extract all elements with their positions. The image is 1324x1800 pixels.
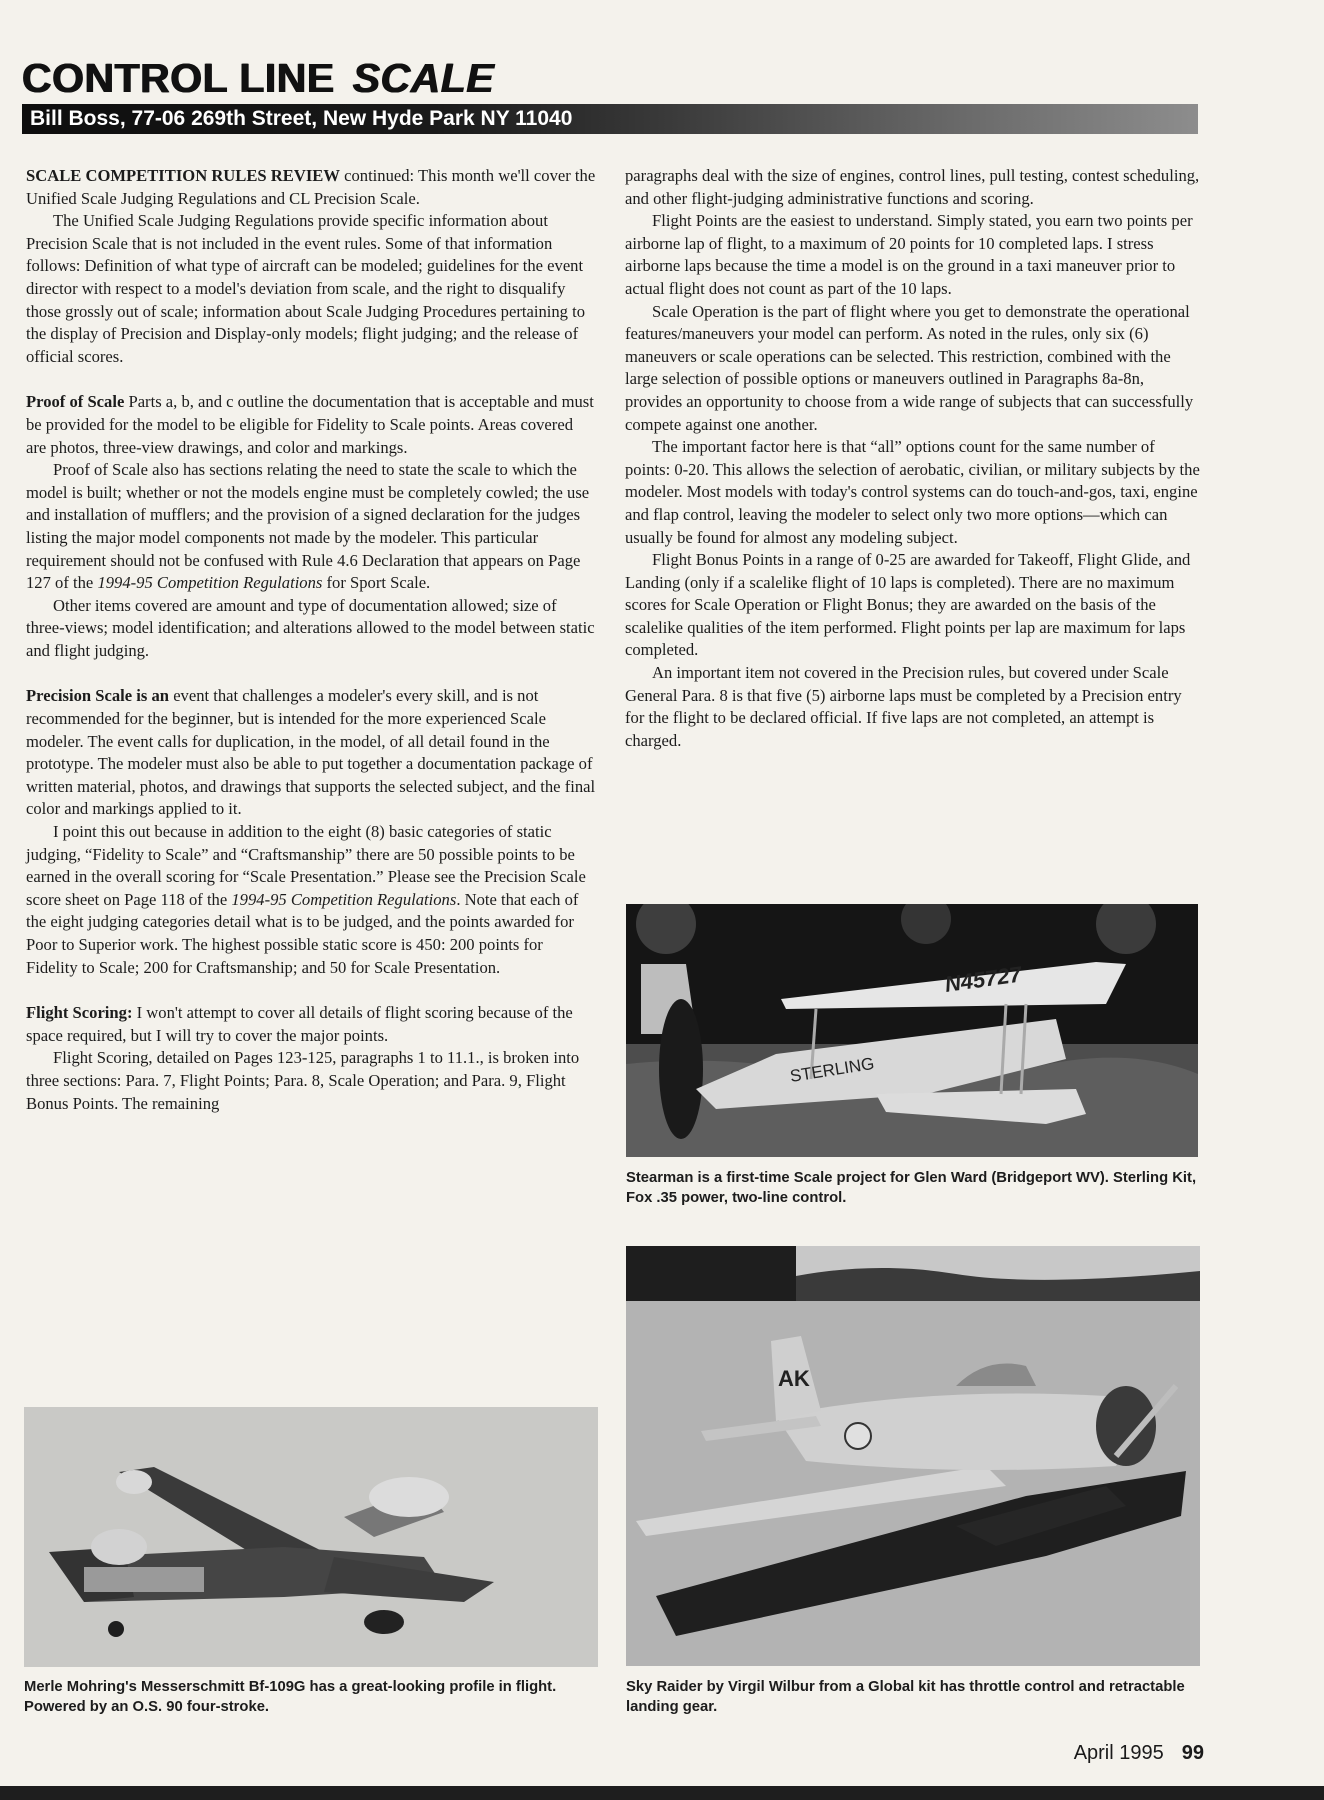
messerschmitt-caption: Merle Mohring's Messerschmitt Bf-109G has a great-looking profile in flight. Powered by an O.S. 90 four-stroke. (24, 1679, 557, 1715)
skyraider-on-ground-image (626, 1246, 1200, 1666)
paragraph: Proof of Scale also has sections relating the need to state the scale to which the model is built; whether or not the models engine must be completely cowled; the use and installation of mufflers; and the provision of a signed declaration for the judges listing the major model components not made by the modeler. This particular requirement should not be confused with Rule 4.6 Declaration that appears on Page 127 of the 1994-95 Competition Regulations for Sport Scale. (26, 460, 590, 593)
paragraph: An important item not covered in the Precision rules, but covered under Scale General Para. 8 is that five (5) airborne laps must be completed by a Precision entry for the flight to be declared official. If five laps are not completed, an attempt is charged. (625, 663, 1182, 750)
issue-date: April 1995 (1073, 1742, 1164, 1764)
messerschmitt-in-flight-image (24, 1407, 598, 1667)
lead-heading: SCALE COMPETITION RULES REVIEW (26, 166, 340, 185)
author-byline: Bill Boss, 77-06 269th Street, New Hyde Park NY 11040 (22, 104, 1198, 134)
skyraider-photo (626, 1246, 1200, 1666)
paragraph: Flight Points are the easiest to understand. Simply stated, you earn two points per airborne lap of flight, to a maximum of 20 points for 10 completed laps. I stress airborne laps because the time a model is on the ground in a taxi maneuver prior to actual flight does not count as part of the 10 laps. (625, 211, 1193, 298)
left-text-column (26, 165, 596, 1115)
intro-paragraph: SCALE COMPETITION RULES REVIEW continued: This month we'll cover the Unified Scale Judging Regulations and CL Precision Scale. (26, 166, 596, 208)
paragraph: I point this out because in addition to the eight (8) basic categories of static judging, “Fidelity to Scale” and “Craftsmanship” there are 50 possible points to be earned in the overall scoring for “Scale Presentation.” Please see the Precision Scale score sheet on Page 118 of the 1994-95 Competition Regulations. Note that each of the eight judging categories detail what is to be judged, and the points awarded for Poor to Superior work. The highest possible static score is 450: 200 points for Fidelity to Scale; 200 for Craftsmanship; and 50 for Scale Presentation. (26, 822, 586, 977)
page-footer (1074, 1742, 1204, 1765)
paragraph: Flight Bonus Points in a range of 0-25 are awarded for Takeoff, Flight Glide, and Landing (only if a scalelike flight of 10 laps is completed). There are no maximum scores for Scale Operation or Flight Bonus; they are awarded on the basis of the scalelike qualities of the item performed. Flight points per lap are maximum for laps completed. (625, 550, 1191, 660)
title-main: CONTROL LINE (22, 55, 335, 101)
stearman-biplane-image (626, 904, 1198, 1157)
stearman-caption: Stearman is a first-time Scale project for Glen Ward (Bridgeport WV). Sterling Kit, Fox .35 power, two-line control. (626, 1170, 1197, 1206)
column-title (22, 55, 494, 102)
page-edge (0, 1786, 1324, 1800)
title-italic: SCALE (352, 55, 495, 101)
lead-heading: Proof of Scale (26, 392, 125, 412)
lead-heading: Flight Scoring: (26, 1003, 133, 1023)
paragraph: The Unified Scale Judging Regulations provide specific information about Precision Scale that is not included in the event rules. Some of that information follows: Definition of what type of aircraft can be modeled; guidelines for the event director with respect to a model's deviation from scale, and the right to disqualify those grossly out of scale; information about Scale Judging Procedures pertaining to the display of Precision and Display-only models; flight judging; and the release of official scores. (26, 211, 586, 366)
stearman-photo (626, 904, 1198, 1157)
proof-of-scale-paragraph: Proof of Scale Parts a, b, and c outline the documentation that is acceptable and must be provided for the model to be eligible for Fidelity to Scale points. Areas covered are photos, three-view drawings, and color and markings. (26, 392, 594, 457)
publication-title: 1994-95 Competition Regulations (97, 573, 323, 593)
svg-text:AK: AK (778, 1366, 810, 1391)
paragraph: The important factor here is that “all” options count for the same number of points: 0-20. This allows the selection of aerobatic, civilian, or military subjects by the modeler. Most models with today's control systems can do touch-and-gos, taxi, engine and flap control, leaving the modeler to select only two more options—which can usually be found for almost any modeling subject. (625, 437, 1200, 547)
paragraph: Other items covered are amount and type of documentation allowed; size of three-views; model identification; and alterations allowed to the model between static and flight judging. (26, 595, 595, 660)
page-number: 99 (1181, 1742, 1204, 1764)
lead-heading: Precision Scale is an (26, 686, 170, 706)
messerschmitt-photo (24, 1407, 598, 1667)
flight-scoring-paragraph: Flight Scoring: I won't attempt to cover all details of flight scoring because of the space required, but I will try to cover the major points. (26, 1003, 573, 1045)
svg-text:STERLING: STERLING (788, 1053, 876, 1086)
paragraph: Flight Scoring, detailed on Pages 123-125, paragraphs 1 to 11.1., is broken into three sections: Para. 7, Flight Points; Para. 8, Scale Operation; and Para. 9, Flight Bonus Points. The remaining (26, 1048, 580, 1113)
right-text-column (625, 165, 1200, 752)
precision-scale-paragraph: Precision Scale is an event that challenges a modeler's every skill, and is not recommended for the beginner, but is intended for the more experienced Scale modeler. The event calls for duplication, in the model, of all detail found in the prototype. The modeler must also be able to put together a documentation package of written material, photos, and drawings that supports the selected subject, and the final color and markings applied to it. (26, 686, 596, 819)
svg-text:N45727: N45727 (943, 961, 1024, 997)
paragraph: Scale Operation is the part of flight where you get to demonstrate the operational features/maneuvers your model can perform. As noted in the rules, only six (6) maneuvers or scale operations can be selected. This restriction, combined with the large selection of possible options or maneuvers outlined in Paragraphs 8a-8n, provides an opportunity to choose from a wide range of subjects that can successfully compete against one another. (625, 301, 1194, 434)
paragraph: paragraphs deal with the size of engines, control lines, pull testing, contest scheduling, and other flight-judging administrative functions and scoring. (625, 166, 1200, 208)
publication-title: 1994-95 Competition Regulations (231, 889, 457, 909)
skyraider-caption: Sky Raider by Virgil Wilbur from a Global kit has throttle control and retractable landing gear. (626, 1679, 1185, 1715)
